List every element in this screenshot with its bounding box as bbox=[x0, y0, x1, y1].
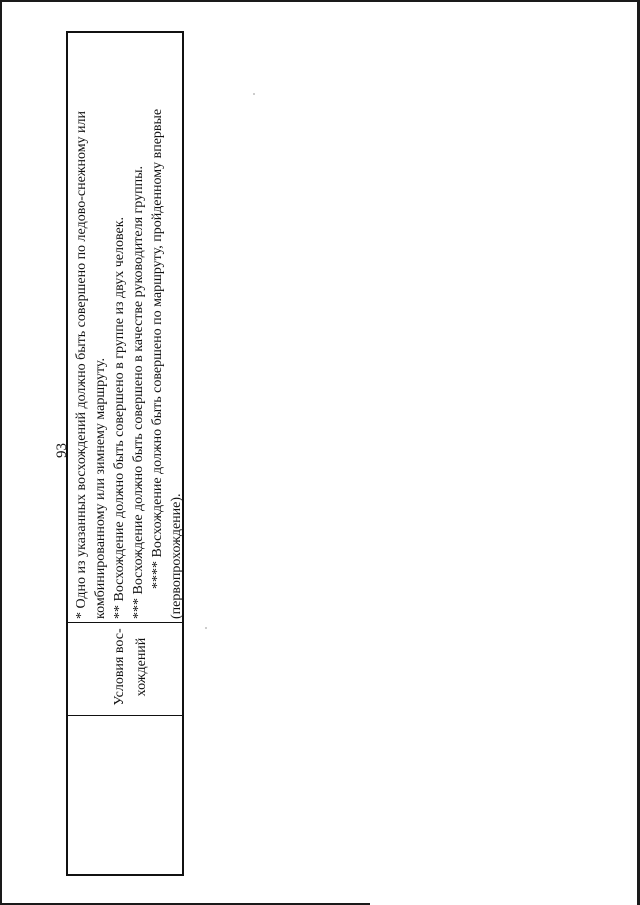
scan-speck bbox=[253, 93, 255, 95]
note-line: (первопрохождение). bbox=[169, 493, 184, 619]
table-cell-divider bbox=[66, 715, 184, 716]
conditions-notes-cell bbox=[72, 37, 186, 619]
scan-speck bbox=[205, 627, 207, 629]
conditions-label-line-2: хождений bbox=[134, 637, 149, 697]
note-line: комбинированному или зимнему маршруту. bbox=[93, 357, 108, 619]
conditions-label-line-1: Условия вос- bbox=[112, 628, 127, 706]
note-line: **** Восхождение должно быть совершено по маршруту, пройденному впервые bbox=[150, 108, 165, 589]
scan-edge-left bbox=[0, 0, 2, 905]
page-number: 93 bbox=[54, 443, 70, 458]
note-line: ** Восхождение должно быть совершено в группе из двух человек. bbox=[112, 216, 127, 619]
note-line: *** Восхождение должно быть совершено в качестве руководителя группы. bbox=[131, 166, 146, 619]
scan-edge-top bbox=[0, 0, 640, 2]
note-line: * Одно из указанных восхождений должно быть совершено по ледово-снежному или bbox=[74, 110, 89, 619]
conditions-label-cell bbox=[109, 622, 153, 712]
